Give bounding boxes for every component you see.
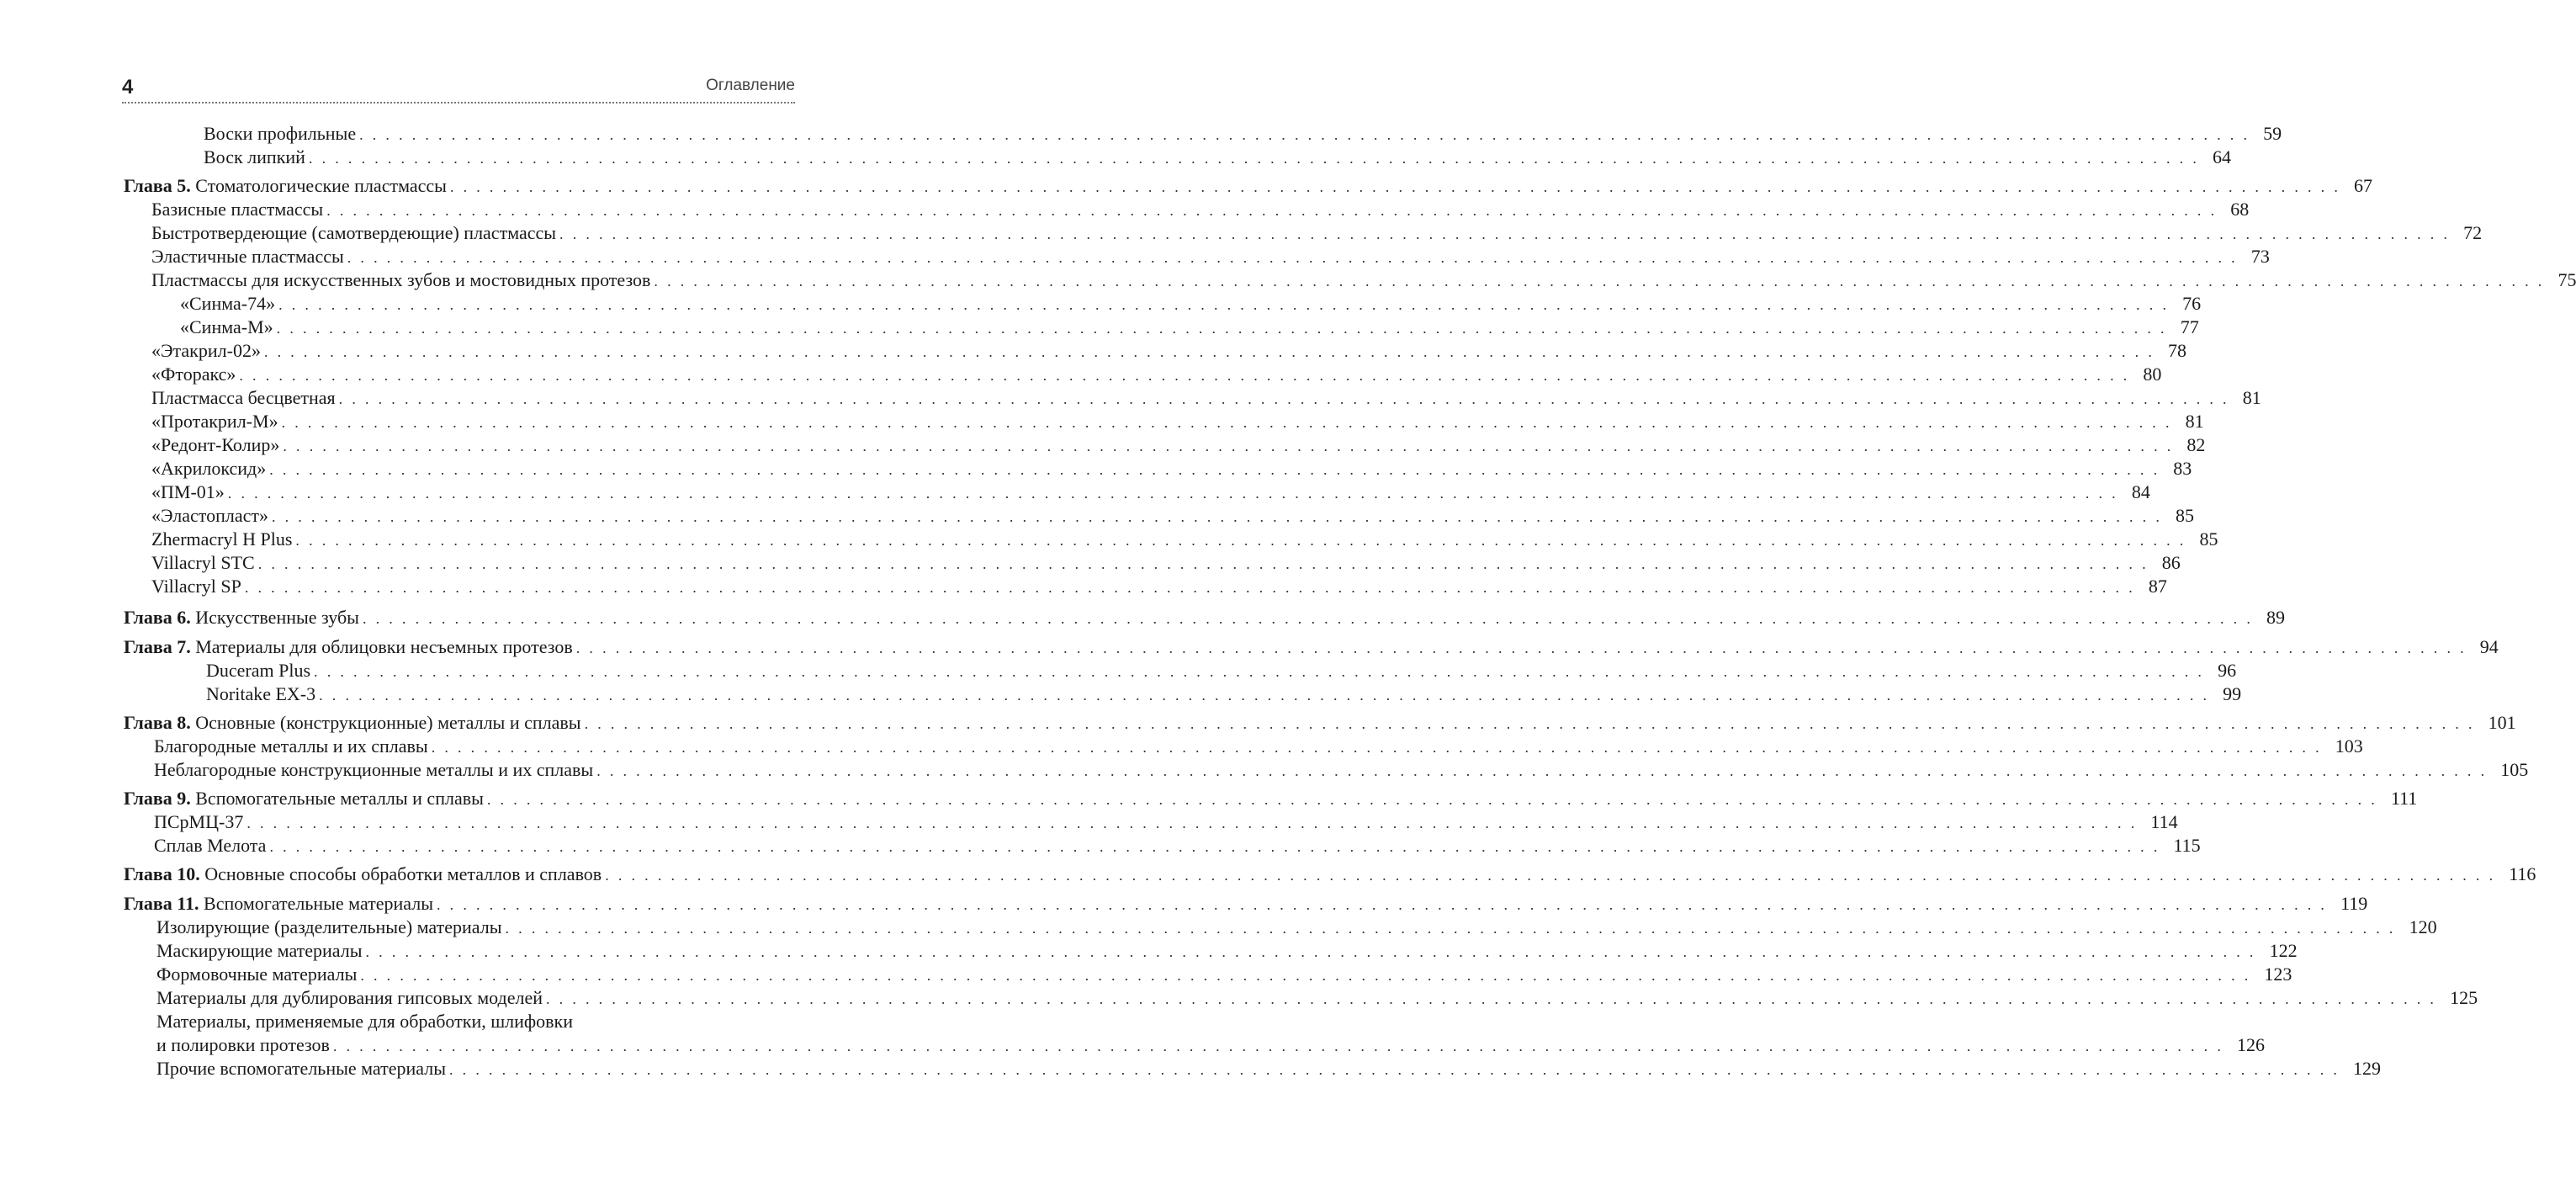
toc-entry[interactable]: «Синма-74» ................................................................................................................................................ 76	[180, 293, 2202, 314]
toc-entry[interactable]: Воски профильные ................................................................................................................................................ 59	[204, 123, 2282, 144]
toc-entry-title: Прочие вспомогательные материалы	[156, 1058, 446, 1079]
toc-entry-page: 85	[2176, 505, 2195, 526]
chapter-label: Глава 9.	[124, 788, 191, 809]
toc-entry[interactable]: Воск липкий ................................................................................................................................................ 64	[204, 146, 2231, 167]
toc-entry-title: Villacryl SP	[151, 576, 241, 597]
toc-entry-title: «Фторакс»	[151, 364, 236, 385]
toc-entry-page: 72	[2463, 222, 2483, 243]
toc-entry-title: «Синма-74»	[180, 293, 276, 314]
toc-entry-title: Duceram Plus	[206, 660, 311, 681]
toc-entry-title: Основные (конструкционные) металлы и сплавы	[195, 712, 581, 733]
toc-entry-title: «Акрилоксид»	[151, 458, 267, 479]
toc-entry[interactable]: Эластичные пластмассы ................................................................................................................................................ 73	[151, 246, 2270, 267]
toc-entry-page: 129	[2353, 1058, 2382, 1079]
toc-entry[interactable]: Прочие вспомогательные материалы ................................................................................................................................................ 129	[156, 1058, 2382, 1079]
toc-chapter-entry[interactable]: Глава 6. Искусственные зубы ................................................................................................................................................ 89	[124, 607, 2285, 628]
toc-entry[interactable]: Villacryl STC ................................................................................................................................................ 86	[151, 552, 2181, 573]
toc-entry-title: «Редонт-Колир»	[151, 434, 280, 455]
toc-entry[interactable]: Villacryl SP ................................................................................................................................................ 87	[151, 576, 2167, 597]
toc-entry-title: Villacryl STC	[151, 552, 255, 573]
toc-entry[interactable]: и полировки протезов ................................................................................................................................................ 126	[156, 1034, 2265, 1055]
toc-entry-title: Материалы для облицовки несъемных протезов	[195, 636, 573, 657]
toc-entry-page: 81	[2242, 387, 2261, 408]
toc-entry[interactable]: Zhermacryl H Plus ................................................................................................................................................ 85	[151, 528, 2218, 550]
toc-entry-page: 80	[2143, 364, 2162, 385]
toc-entry[interactable]: «Эластопласт» ................................................................................................................................................ 85	[151, 505, 2195, 526]
toc-chapter-entry[interactable]: Глава 10. Основные способы обработки металлов и сплавов ................................................................................................................................................ 116	[124, 863, 2536, 884]
toc-entry-title: Воск липкий	[204, 146, 305, 167]
toc-entry[interactable]: Изолирующие (разделительные) материалы ................................................................................................................................................ 120	[156, 916, 2437, 937]
toc-entry[interactable]: «Протакрил-М» ................................................................................................................................................ 81	[151, 411, 2204, 432]
chapter-label: Глава 6.	[124, 607, 191, 628]
toc-entry[interactable]: Пластмасса бесцветная ................................................................................................................................................ 81	[151, 387, 2261, 408]
toc-entry-page: 75	[2557, 269, 2576, 290]
toc-entry[interactable]: «ПМ-01» ................................................................................................................................................ 84	[151, 481, 2150, 502]
toc-entry[interactable]: Пластмассы для искусственных зубов и мостовидных протезов ................................................................................................................................................ 75	[151, 269, 2576, 290]
toc-entry-title: Искусственные зубы	[195, 607, 359, 628]
toc-entry[interactable]: Noritake EX-3 ................................................................................................................................................ 99	[206, 683, 2242, 704]
toc-chapter-entry[interactable]: Глава 7. Материалы для облицовки несъемных протезов ................................................................................................................................................ 94	[124, 636, 2499, 657]
toc-entry-page: 78	[2167, 340, 2186, 361]
toc-entry-page: 96	[2218, 660, 2237, 681]
toc-entry-title: Zhermacryl H Plus	[151, 528, 293, 550]
toc-entry[interactable]: «Этакрил-02» ................................................................................................................................................ 78	[151, 340, 2186, 361]
toc-entry-page: 81	[2185, 411, 2204, 432]
toc-entry-title: Неблагородные конструкционные металлы и их сплавы	[154, 759, 594, 780]
toc-entry-title: Основные способы обработки металлов и сплавов	[204, 863, 602, 884]
toc-entry-page: 111	[2390, 788, 2418, 809]
toc-entry-page: 103	[2335, 735, 2363, 757]
toc-entry[interactable]: Базисные пластмассы ................................................................................................................................................ 68	[151, 199, 2250, 220]
toc-entry-title: Базисные пластмассы	[151, 199, 324, 220]
toc-entry-title: «Этакрил-02»	[151, 340, 261, 361]
toc-entry-page: 76	[2182, 293, 2202, 314]
toc-entry-page: 99	[2223, 683, 2242, 704]
toc-entry[interactable]: Сплав Мелота ................................................................................................................................................ 115	[154, 835, 2201, 856]
toc-entry-title: Вспомогательные металлы и сплавы	[195, 788, 484, 809]
toc-entry-page: 122	[2269, 940, 2298, 961]
toc-entry-page: 64	[2212, 146, 2231, 167]
running-title: Оглавление	[706, 77, 795, 94]
toc-entry[interactable]: Маскирующие материалы ................................................................................................................................................ 122	[156, 940, 2298, 961]
toc-entry-page: 83	[2173, 458, 2192, 479]
toc-entry[interactable]: «Редонт-Колир» ................................................................................................................................................ 82	[151, 434, 2206, 455]
toc-entry-page: 101	[2488, 712, 2516, 733]
chapter-label: Глава 7.	[124, 636, 191, 657]
toc-entry[interactable]: Неблагородные конструкционные металлы и их сплавы ................................................................................................................................................ 105	[154, 759, 2529, 780]
toc-entry-title: Изолирующие (разделительные) материалы	[156, 916, 502, 937]
toc-entry-page: 116	[2509, 863, 2536, 884]
toc-entry-title: «ПМ-01»	[151, 481, 225, 502]
toc-entry-title: Стоматологические пластмассы	[195, 175, 447, 196]
toc-entry[interactable]: Формовочные материалы ................................................................................................................................................ 123	[156, 964, 2292, 985]
toc-entry-page: 77	[2180, 316, 2199, 337]
toc-entry[interactable]: Duceram Plus ................................................................................................................................................ 96	[206, 660, 2237, 681]
toc-entry-title: «Протакрил-М»	[151, 411, 278, 432]
toc-entry-title: «Эластопласт»	[151, 505, 268, 526]
chapter-label: Глава 8.	[124, 712, 191, 733]
toc-entry-page: 82	[2186, 434, 2206, 455]
toc-entry[interactable]: Материалы для дублирования гипсовых моделей ................................................................................................................................................ 125	[156, 987, 2478, 1008]
toc-entry-title: Сплав Мелота	[154, 835, 267, 856]
chapter-label: Глава 10.	[124, 863, 200, 884]
chapter-label: Глава 11.	[124, 893, 199, 914]
toc-entry-page: 87	[2148, 576, 2167, 597]
toc-entry-page: 67	[2353, 175, 2372, 196]
toc-entry-title: Noritake EX-3	[206, 683, 316, 704]
toc-entry-title: Эластичные пластмассы	[151, 246, 344, 267]
toc-entry[interactable]: Быстротвердеющие (самотвердеющие) пластмассы ................................................................................................................................................ 72	[151, 222, 2483, 243]
page-number: 4	[122, 76, 134, 98]
chapter-label: Глава 5.	[124, 175, 191, 196]
toc-chapter-entry[interactable]: Глава 11. Вспомогательные материалы ................................................................................................................................................ 119	[124, 893, 2368, 914]
toc-entry-page: 115	[2173, 835, 2201, 856]
toc-entry[interactable]: ПСрМЦ-37 ................................................................................................................................................ 114	[154, 811, 2178, 832]
dotted-rule	[122, 102, 795, 104]
toc-entry-page: 105	[2500, 759, 2529, 780]
toc-entry-wrapped-line: Материалы, применяемые для обработки, шлифовки	[156, 1011, 574, 1032]
toc-entry-page: 73	[2250, 246, 2270, 267]
toc-entry-page: 85	[2199, 528, 2218, 550]
toc-entry-page: 126	[2237, 1034, 2265, 1055]
toc-entry[interactable]: «Акрилоксид» ................................................................................................................................................ 83	[151, 458, 2192, 479]
toc-entry-title: и полировки протезов	[156, 1034, 330, 1055]
toc-entry-page: 89	[2266, 607, 2285, 628]
toc-entry-page: 114	[2150, 811, 2178, 832]
toc-entry-page: 123	[2264, 964, 2292, 985]
toc-entry-title: Пластмасса бесцветная	[151, 387, 336, 408]
toc-entry-title: Формовочные материалы	[156, 964, 358, 985]
toc-entry-title: Быстротвердеющие (самотвердеющие) пластмассы	[151, 222, 557, 243]
toc-entry-page: 59	[2263, 123, 2282, 144]
toc-entry-title: Маскирующие материалы	[156, 940, 363, 961]
toc-entry-page: 125	[2450, 987, 2478, 1008]
toc-entry[interactable]: Благородные металлы и их сплавы ................................................................................................................................................ 103	[154, 735, 2363, 757]
toc-entry-title: Пластмассы для искусственных зубов и мостовидных протезов	[151, 269, 651, 290]
toc-entry-title: Воски профильные	[204, 123, 357, 144]
toc-chapter-entry[interactable]: Глава 9. Вспомогательные металлы и сплавы ................................................................................................................................................ 111	[124, 788, 2418, 809]
toc-entry-page: 68	[2230, 199, 2250, 220]
toc-chapter-entry[interactable]: Глава 8. Основные (конструкционные) металлы и сплавы ................................................................................................................................................ 101	[124, 712, 2516, 733]
toc-entry-title: Благородные металлы и их сплавы	[154, 735, 428, 757]
toc-entry-page: 86	[2161, 552, 2181, 573]
toc-entry-title: Материалы для дублирования гипсовых моделей	[156, 987, 543, 1008]
toc-entry-page: 94	[2479, 636, 2499, 657]
toc-entry-title: «Синма-М»	[180, 316, 273, 337]
toc-entry[interactable]: «Фторакс» ................................................................................................................................................ 80	[151, 364, 2162, 385]
toc-entry-page: 120	[2409, 916, 2437, 937]
toc-entry-page: 84	[2131, 481, 2150, 502]
toc-chapter-entry[interactable]: Глава 5. Стоматологические пластмассы ................................................................................................................................................ 67	[124, 175, 2372, 196]
toc-entry-title: ПСрМЦ-37	[154, 811, 244, 832]
toc-entry-title: Вспомогательные материалы	[204, 893, 434, 914]
page-header	[122, 72, 795, 104]
toc-entry-page: 119	[2340, 893, 2368, 914]
toc-entry[interactable]: «Синма-М» ................................................................................................................................................ 77	[180, 316, 2199, 337]
